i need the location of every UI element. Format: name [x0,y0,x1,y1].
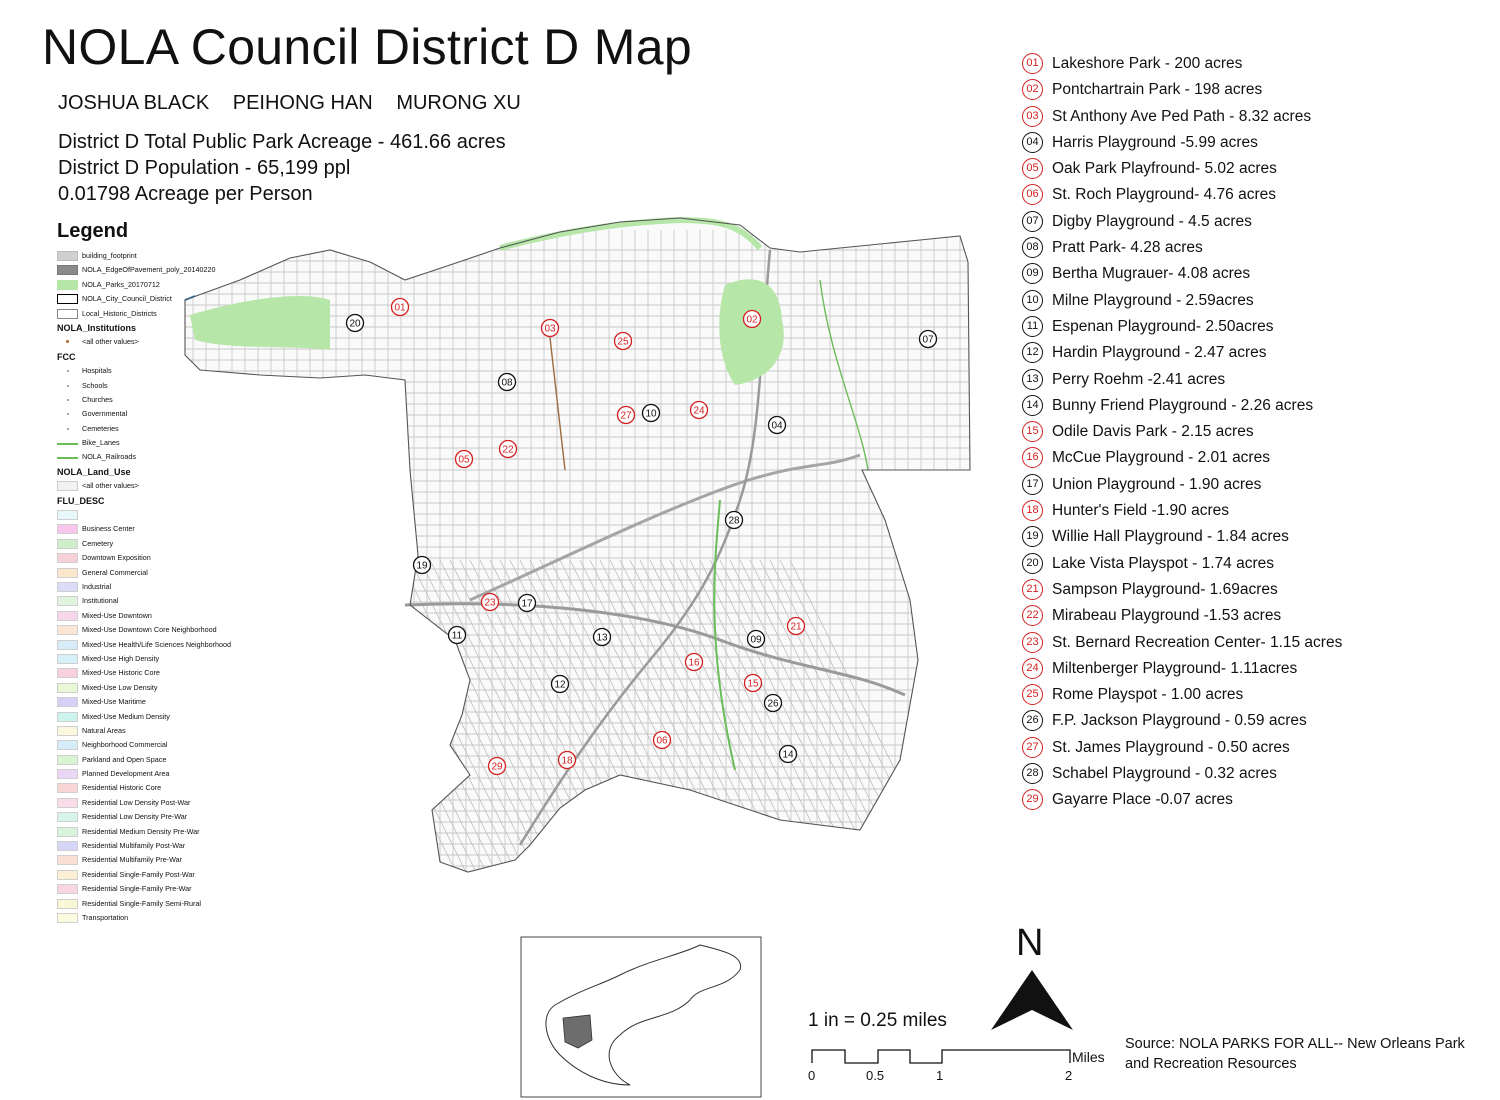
legend-label: Parkland and Open Space [82,754,167,764]
park-number-badge: 10 [1022,290,1043,311]
park-list-item [1022,473,1492,499]
svg-text:08: 08 [501,377,513,389]
scale-tick-label: 1 [936,1068,944,1083]
park-list-item [1022,157,1492,183]
park-list-label: F.P. Jackson Playground - 0.59 acres [1052,712,1307,730]
park-marker-08 [499,374,516,391]
park-list-label: Sampson Playground- 1.69acres [1052,580,1278,598]
park-list [1022,52,1492,815]
park-list-label: Schabel Playground - 0.32 acres [1052,765,1277,783]
park-number-badge: 19 [1022,526,1043,547]
legend-label: Industrial [82,581,112,591]
park-list-label: Rome Playspot - 1.00 acres [1052,686,1244,704]
legend-label: Mixed-Use Maritime [82,697,146,707]
park-list-item [1022,788,1492,814]
legend-label: Planned Development Area [82,769,170,779]
park-list-item [1022,657,1492,683]
author-name: MURONG XU [396,92,521,114]
park-number-badge: 03 [1022,106,1043,127]
scale-tick-label: 0.5 [866,1068,885,1083]
svg-text:21: 21 [790,621,802,633]
legend-label: <all other values> [82,337,139,347]
legend-label: NOLA_EdgeOfPavement_poly_20140220 [82,265,216,275]
park-list-item [1022,762,1492,788]
park-number-badge: 08 [1022,237,1043,258]
park-number-badge: 13 [1022,369,1043,390]
scale-tick-label: 2 [1065,1068,1073,1083]
park-list-label: Pontchartrain Park - 198 acres [1052,81,1263,99]
legend-label: Residential Multifamily Pre-War [82,855,182,865]
park-marker-16 [686,654,703,671]
park-number-badge: 25 [1022,684,1043,705]
park-marker-22 [500,441,517,458]
north-label: N [1016,922,1044,964]
park-number-badge: 18 [1022,500,1043,521]
park-number-badge: 29 [1022,789,1043,810]
svg-text:22: 22 [502,444,514,456]
park-list-label: St. James Playground - 0.50 acres [1052,738,1290,756]
legend-label: General Commercial [82,567,148,577]
park-list-label: Willie Hall Playground - 1.84 acres [1052,528,1289,546]
svg-text:07: 07 [922,334,934,346]
park-list-item [1022,420,1492,446]
park-marker-09 [748,631,765,648]
park-list-label: Espenan Playground- 2.50acres [1052,317,1274,335]
park-list-label: St. Bernard Recreation Center- 1.15 acres [1052,633,1343,651]
park-marker-02 [744,311,761,328]
svg-text:15: 15 [747,678,759,690]
svg-text:16: 16 [688,657,700,669]
park-list-item [1022,341,1492,367]
park-list-label: Harris Playground -5.99 acres [1052,133,1258,151]
legend-label: <all other values> [82,481,139,491]
legend-label: Mixed-Use Medium Density [82,711,170,721]
park-list-item [1022,315,1492,341]
svg-text:13: 13 [596,632,608,644]
legend-label: Institutional [82,596,119,606]
park-list-item [1022,368,1492,394]
legend-label: Mixed-Use Historic Core [82,668,160,678]
park-number-badge: 07 [1022,211,1043,232]
park-list-label: McCue Playground - 2.01 acres [1052,449,1270,467]
acreage-per-person-stat: 0.01798 Acreage per Person [58,183,313,205]
park-list-item [1022,105,1492,131]
park-list-item [1022,578,1492,604]
park-list-item [1022,446,1492,472]
park-marker-29 [489,758,506,775]
park-list-label: Lake Vista Playspot - 1.74 acres [1052,554,1275,572]
park-number-badge: 20 [1022,553,1043,574]
park-list-label: Pratt Park- 4.28 acres [1052,239,1203,257]
park-list-item [1022,236,1492,262]
legend-label: building_footprint [82,251,137,260]
population-stat: District D Population - 65,199 ppl [58,157,351,179]
park-list-item [1022,78,1492,104]
legend-label: Residential Medium Density Pre-War [82,826,200,836]
park-list-item [1022,131,1492,157]
park-marker-27 [618,407,635,424]
author-name: PEIHONG HAN [232,92,373,114]
legend-label: Business Center [82,524,135,534]
park-number-badge: 02 [1022,79,1043,100]
park-list-item [1022,289,1492,315]
park-list-item [1022,52,1492,78]
legend-title: Legend [57,220,129,242]
svg-text:01: 01 [394,302,406,314]
park-number-badge: 09 [1022,263,1043,284]
legend-label: Mixed-Use Health/Life Sciences Neighborhood [82,639,232,649]
scale-bar [812,1050,1070,1063]
legend-label: Mixed-Use Downtown Core Neighborhood [82,625,217,635]
svg-text:18: 18 [561,755,573,767]
source-note: Source: NOLA PARKS FOR ALL-- New Orleans Park and Recreation Resources [1125,1036,1465,1072]
park-list-item [1022,552,1492,578]
legend-label: Residential Single-Family Pre-War [82,884,192,894]
legend-label: Bike_Lanes [82,438,120,448]
park-marker-18 [559,752,576,769]
park-marker-19 [414,557,431,574]
legend-label: Residential Low Density Post-War [82,797,191,807]
svg-text:11: 11 [451,630,463,642]
legend-label: Residential Low Density Pre-War [82,812,188,822]
park-list-item [1022,709,1492,735]
locator-inset-map [521,937,761,1097]
legend-heading: NOLA_Land_Use [57,466,131,477]
park-marker-24 [691,402,708,419]
park-list-label: St. Roch Playground- 4.76 acres [1052,186,1277,204]
park-number-badge: 05 [1022,158,1043,179]
park-marker-26 [765,695,782,712]
park-marker-25 [615,333,632,350]
park-number-badge: 04 [1022,132,1043,153]
park-number-badge: 15 [1022,421,1043,442]
park-number-badge: 27 [1022,737,1043,758]
svg-text:17: 17 [521,598,533,610]
park-marker-12 [552,676,569,693]
park-list-label: Hunter's Field -1.90 acres [1052,502,1229,520]
total-acreage-stat: District D Total Public Park Acreage - 461.66 acres [58,131,506,153]
legend-label: Downtown Exposition [82,553,151,563]
svg-text:10: 10 [645,408,657,420]
park-number-badge: 12 [1022,342,1043,363]
svg-text:28: 28 [728,515,740,527]
park-marker-04 [769,417,786,434]
park-number-badge: 06 [1022,184,1043,205]
park-list-label: Union Playground - 1.90 acres [1052,475,1262,493]
park-list-label: Miltenberger Playground- 1.11acres [1052,659,1298,677]
svg-text:29: 29 [491,761,503,773]
park-list-item [1022,683,1492,709]
park-list-label: Milne Playground - 2.59acres [1052,291,1254,309]
park-number-badge: 23 [1022,632,1043,653]
legend-label: NOLA_Railroads [82,452,136,462]
legend-label: Mixed-Use Low Density [82,682,158,692]
park-list-item [1022,183,1492,209]
legend-label: Residential Multifamily Post-War [82,841,186,851]
park-list-label: Bunny Friend Playground - 2.26 acres [1052,396,1314,414]
svg-text:14: 14 [782,749,794,761]
park-list-item [1022,262,1492,288]
svg-text:23: 23 [484,597,496,609]
svg-text:25: 25 [617,336,629,348]
park-list-item [1022,631,1492,657]
park-number-badge: 24 [1022,658,1043,679]
legend-label: Residential Historic Core [82,783,162,793]
park-list-label: Mirabeau Playground -1.53 acres [1052,607,1282,625]
park-number-badge: 26 [1022,710,1043,731]
park-list-label: Bertha Mugrauer- 4.08 acres [1052,265,1251,283]
svg-text:19: 19 [416,560,428,572]
svg-text:24: 24 [693,405,705,417]
legend-label: NOLA_Parks_20170712 [82,279,160,289]
legend-label: NOLA_City_Council_District [82,294,172,304]
park-list-item [1022,499,1492,525]
park-marker-17 [519,595,536,612]
legend-label: Transportation [82,912,129,922]
svg-text:09: 09 [750,634,762,646]
legend-label: Local_Historic_Districts [82,308,157,318]
park-marker-13 [594,629,611,646]
park-number-badge: 16 [1022,447,1043,468]
legend-heading: FCC [57,351,76,362]
park-marker-10 [643,405,660,422]
park-list-label: Lakeshore Park - 200 acres [1052,55,1243,72]
park-list-item [1022,525,1492,551]
park-marker-21 [788,618,805,635]
park-list-item [1022,210,1492,236]
scale-tick-label: 0 [808,1068,816,1083]
legend-label: Hospitals [82,366,112,376]
legend-label: Churches [82,394,113,404]
svg-text:02: 02 [746,314,758,326]
park-list-label: Oak Park Playfround- 5.02 acres [1052,160,1277,178]
svg-text:26: 26 [767,698,779,710]
map-base [180,218,975,880]
legend-label: Cemeteries [82,423,119,433]
legend-label: Governmental [82,409,128,419]
legend-label: Neighborhood Commercial [82,740,168,750]
park-number-badge: 01 [1022,53,1043,74]
park-list-label: Odile Davis Park - 2.15 acres [1052,423,1254,441]
park-number-badge: 11 [1022,316,1043,337]
park-marker-20 [347,315,364,332]
park-list-item [1022,604,1492,630]
park-list-label: St Anthony Ave Ped Path - 8.32 acres [1052,107,1312,125]
svg-text:12: 12 [554,679,566,691]
legend-label: Cemetery [82,538,114,548]
park-marker-01 [392,299,409,316]
park-marker-07 [920,331,937,348]
scale-unit-label: Miles [1072,1049,1105,1065]
legend-label: Residential Single-Family Post-War [82,869,195,879]
svg-text:03: 03 [544,323,556,335]
park-marker-03 [542,320,559,337]
park-marker-05 [456,451,473,468]
map-title: NOLA Council District D Map [42,19,692,75]
park-list-item [1022,736,1492,762]
legend-label: Residential Single-Family Semi-Rural [82,898,202,908]
legend-label: Mixed-Use High Density [82,653,160,663]
scale-text: 1 in = 0.25 miles [808,1010,947,1031]
park-list-label: Perry Roehm -2.41 acres [1052,370,1226,388]
svg-text:27: 27 [620,410,632,422]
north-arrow-icon [991,970,1073,1030]
park-number-badge: 22 [1022,605,1043,626]
park-number-badge: 28 [1022,763,1043,784]
legend-heading: FLU_DESC [57,495,105,506]
legend-label: Mixed-Use Downtown [82,610,152,620]
legend-heading: NOLA_Institutions [57,322,136,333]
park-number-badge: 14 [1022,395,1043,416]
svg-text:05: 05 [458,454,470,466]
legend-label: Natural Areas [82,725,126,735]
park-marker-14 [780,746,797,763]
park-marker-15 [745,675,762,692]
park-number-badge: 17 [1022,474,1043,495]
svg-text:06: 06 [656,735,668,747]
park-marker-28 [726,512,743,529]
park-list-label: Hardin Playground - 2.47 acres [1052,344,1267,362]
svg-text:20: 20 [349,318,361,330]
park-number-badge: 21 [1022,579,1043,600]
svg-text:04: 04 [771,420,783,432]
park-marker-23 [482,594,499,611]
author-name: JOSHUA BLACK [58,92,210,114]
park-list-label: Digby Playground - 4.5 acres [1052,212,1252,230]
park-list-item [1022,394,1492,420]
legend-label: Schools [82,380,108,390]
park-marker-06 [654,732,671,749]
park-marker-11 [449,627,466,644]
park-list-label: Gayarre Place -0.07 acres [1052,791,1233,809]
